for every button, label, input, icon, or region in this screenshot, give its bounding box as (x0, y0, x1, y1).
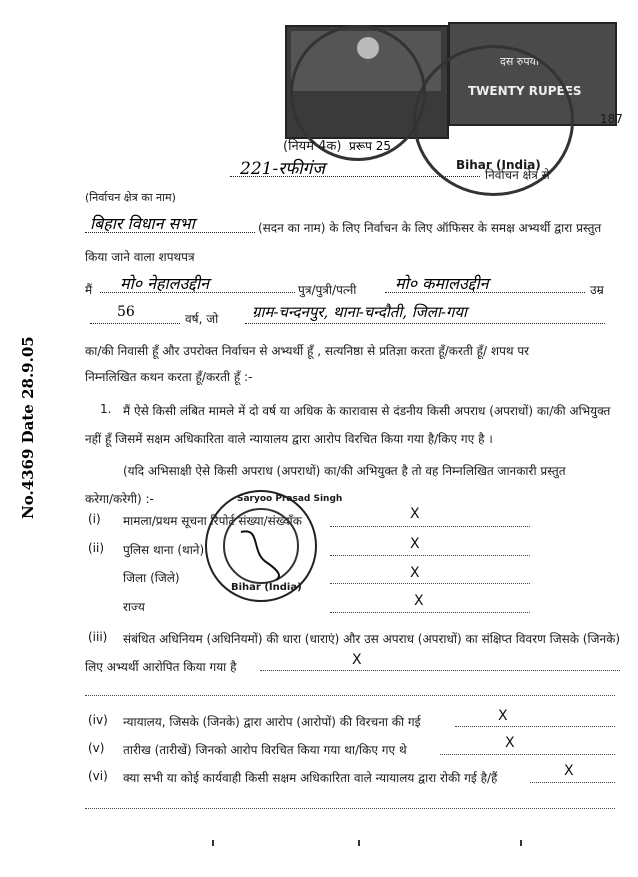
house-name: बिहार विधान सभा (90, 214, 195, 233)
item6-value: X (564, 763, 574, 779)
constituency-hint: (निर्वाचन क्षेत्र का नाम) (85, 191, 176, 204)
para2-line-a: (यदि अभिसाक्षी ऐसे किसी अपराध (अपराधों) का/की अभियुक्त है तो वह निम्नलिखित जानकारी प्रस्तुत (123, 464, 566, 478)
item3-line-a: संबंधित अधिनियम (अधिनियमों) की धारा (धाराएं) और उस अपराध (अपराधों) का संक्षिप्त विवरण जिसके (जिनके) (123, 632, 621, 646)
row-state-label: राज्य (123, 600, 145, 614)
father-name: मो० कमालउद्दीन (395, 274, 489, 293)
item6-text: क्या सभी या कोई कार्यवाही किसी सक्षम अधिकारिता वाले न्यायालय द्वारा रोकी गई है/हैं (123, 771, 498, 785)
item3-value: X (352, 652, 362, 668)
item5-number: (v) (88, 741, 105, 755)
para1-line-b: निम्नलिखित कथन करता हूँ/करती हूँ :- (85, 370, 253, 384)
stamp-right-value: TWENTY RUPEES (468, 84, 582, 98)
row-i-number: (i) (88, 512, 101, 526)
para1-line-a: का/की निवासी हूँ और उपरोक्त निर्वाचन से अभ्यर्थी हूँ , सत्यनिष्ठा से प्रतिज्ञा करता हूँ/करती हूँ/ शपथ पर (85, 344, 530, 358)
item3-number: (iii) (88, 630, 108, 644)
notary-seal-outer: Saryoo Prasad Singh (237, 494, 343, 504)
signature-scribble-icon (231, 522, 291, 582)
item5-text: तारीख (तारीखें) जिनको आरोप विरचित किया गया था/किए गए थे (123, 743, 407, 757)
candidate-age: 56 (117, 304, 135, 320)
row-ii-number: (ii) (88, 541, 105, 555)
row-i-label: मामला/प्रथम सूचना रिपोर्ट संख्या/संख्याँक (123, 514, 303, 528)
row-state-value: X (414, 593, 424, 609)
notary-seal (205, 490, 343, 602)
item4-number: (iv) (88, 713, 108, 727)
item4-value: X (498, 708, 508, 724)
item1-number: 1. (100, 402, 112, 416)
row-ii-value: X (410, 536, 420, 552)
row-i-value: X (410, 506, 420, 522)
years-text: वर्ष, जो (185, 312, 219, 326)
stamp-right-top: दस रुपया (500, 55, 539, 68)
item1-line-b: नहीं हूँ जिसमें सक्षम अधिकारिता वाले न्यायालय द्वारा आरोप विरचित किया गया है/किए गए है । (85, 432, 493, 446)
line1-text: (सदन का नाम) के लिए निर्वाचन के लिए ऑफिसर के समक्ष अभ्यर्थी द्वारा प्रस्तुत (258, 221, 602, 235)
constituency-name: 221-रफीगंज (240, 159, 325, 179)
item5-value: X (505, 735, 515, 751)
candidate-address: ग्राम-चन्दनपुर, थाना-चन्दौती, जिला-गया (252, 303, 467, 321)
para2-line-b: करेगा/करेगी) :- (85, 492, 154, 506)
item6-number: (vi) (88, 769, 108, 783)
line2-text: किया जाने वाला शपथपत्र (85, 250, 195, 264)
main-prefix: मैं (85, 283, 93, 297)
stamp-left-label: प्ररूप 25 (349, 139, 392, 153)
item1-line-a: मैं ऐसे किसी लंबित मामले में दो वर्ष या अधिक के कारावास से दंडनीय किसी अपराध (अपराधों) का/की अभियुक्त (123, 404, 611, 418)
candidate-name: मो० नेहालउद्दीन (120, 274, 210, 293)
margin-serial-note: No.4369 Date 28.9.05 (19, 336, 37, 519)
age-suffix: उम्र (590, 283, 604, 297)
row-district-value: X (410, 565, 420, 581)
seal-text-right: Bihar (India) (456, 158, 541, 172)
notary-seal-inner: Bihar (India) (231, 582, 302, 593)
item3-line-b: लिए अभ्यर्थी आरोपित किया गया है (85, 660, 237, 674)
row-district-label: जिला (जिले) (123, 571, 180, 585)
corner-number: 187 (600, 112, 623, 126)
relation-text: पुत्र/पुत्री/पत्नी (298, 283, 357, 297)
constituency-suffix: निर्वाचन क्षेत्र से (485, 168, 550, 182)
rule-reference: (नियम 4क) (283, 139, 342, 154)
item4-text: न्यायालय, जिसके (जिनके) द्वारा आरोप (आरोपों) की विरचना की गई (123, 715, 421, 729)
row-ii-label: पुलिस थाना (थाने) (123, 543, 205, 557)
